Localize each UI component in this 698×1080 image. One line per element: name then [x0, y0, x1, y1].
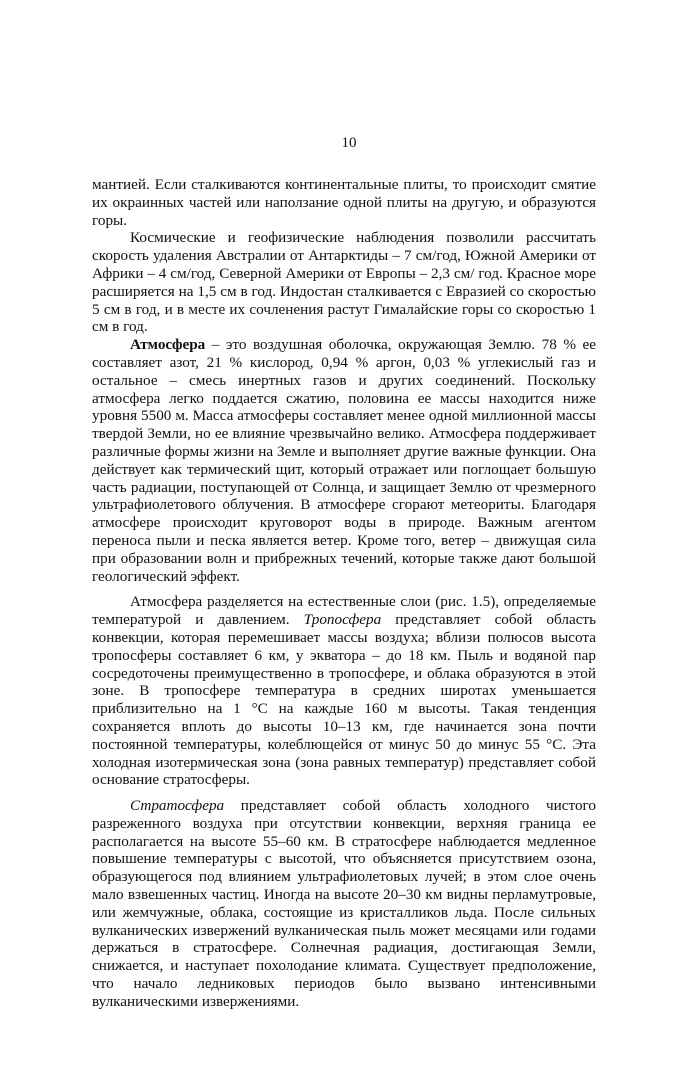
paragraph-2: Космические и геофизические наблюдения позволили рассчитать скорость удаления Австралии от Антарктиды – 7 см/год, Южной Америки от Африки – 4 см/год, Северной Америки от Европы – 2,3 см/ год. Красное море расширяется на 1,5 см в год. Индостан сталкивается с Евразией со скоростью 5 см в год, и в месте их сочленения растут Гималайские горы со скоростью 1 см в год.	[92, 229, 596, 336]
paragraph-4-intro: Атмосфера разделяется на естественные слои (рис. 1.5), определяемые температурой и давлением.	[92, 593, 596, 629]
paragraph-1: мантией. Если сталкиваются континентальные плиты, то происходит смятие их окраинных частей или наползание одной плиты на другую, и образуются горы.	[92, 176, 596, 229]
paragraph-5-text: представляет собой область холодного чистого разреженного воздуха при отсутствии конвекции, верхняя граница ее располагается на высоте 55–60 км. В стратосфере наблюдается медленное повышение температуры с высотой, что объясняется присутствием озона, образующегося под влиянием ультрафиолетовых лучей; в этом слое очень мало взвешенных частиц. Иногда на высоте 20–30 км видны перламутровые, или жемчужные, облака, состоящие из кристалликов льда. После сильных вулканических извержений вулканическая пыль может месяцами или годами держаться в стратосфере. Солнечная радиация, достигающая Земли, снижается, и наступает похолодание климата. Существует предположение, что начало ледниковых периодов было вызвано интенсивными вулканическими извержениями.	[92, 797, 596, 1010]
paragraph-5	[92, 797, 596, 1011]
page-number: 10	[341, 135, 357, 151]
paragraph-3	[92, 336, 596, 585]
paragraph-4-text: представляет собой область конвекции, которая перемешивает массы воздуха; вблизи полюсов высота тропосферы составляет 6 км, у экватора – до 18 км. Пыль и водяной пар сосредоточены преимущественно в тропосфере, и облака образуются в этой зоне. В тропосфере температура в средних широтах уменьшается приблизительно на 1 °С на каждые 160 м высоты. Такая тенденция сохраняется вплоть до высоты 10–13 км, где начинается зона почти постоянной температуры, колеблющейся от минус 50 до минус 55 °С. Эта холодная изотермическая зона (зона равных температур) представляет собой основание стратосферы.	[92, 611, 596, 789]
term-atmosphere: Атмосфера	[130, 336, 206, 354]
term-stratosphere: Стратосфера	[130, 797, 225, 815]
body-text	[92, 176, 596, 1011]
paragraph-3-text: – это воздушная оболочка, окружающая Землю. 78 % ее составляет азот, 21 % кислород, 0,94 % аргон, 0,03 % углекислый газ и остальное – смесь инертных газов и других соединений. Поскольку атмосфера легко поддается сжатию, половина ее массы находится ниже уровня 5500 м. Масса атмосферы составляет менее одной миллионной массы твердой Земли, но ее влияние чрезвычайно велико. Атмосфера поддерживает различные формы жизни на Земле и выполняет другие важные функции. Она действует как термический щит, который отражает или поглощает большую часть радиации, поступающей от Солнца, и защищает Землю от чрезмерного ультрафиолетового облучения. В атмосфере сгорают метеориты. Благодаря атмосфере происходит круговорот воды в природе. Важным агентом переноса пыли и песка является ветер. Кроме того, ветер – движущая сила при образовании волн и прибрежных течений, которые также дают большой геологический эффект.	[92, 336, 596, 585]
paragraph-4	[92, 593, 596, 789]
term-troposphere: Тропосфера	[303, 611, 382, 629]
